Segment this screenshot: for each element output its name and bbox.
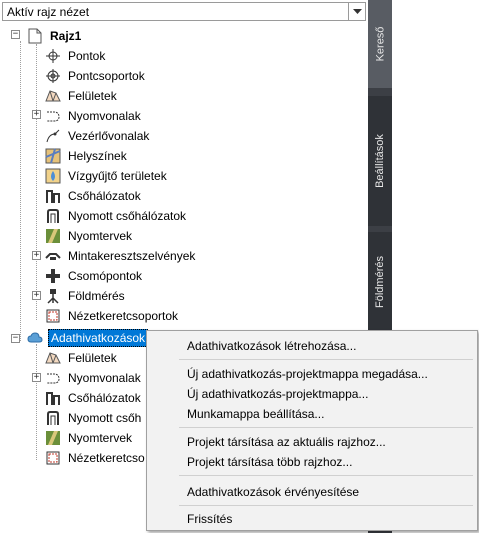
tree-line xyxy=(20,41,21,341)
menu-item-new-project-folder[interactable]: Új adathivatkozás-projektmappa... xyxy=(187,387,369,401)
view-frame-icon xyxy=(44,449,62,467)
expand-toggle[interactable]: + xyxy=(33,372,40,382)
catchment-icon xyxy=(44,167,62,185)
collapse-toggle[interactable]: − xyxy=(12,29,19,39)
tree-item-label: Nézetkeretcsoportok xyxy=(68,309,179,323)
pressure-network-icon xyxy=(44,207,62,225)
tree-item[interactable] xyxy=(44,266,144,286)
expand-toggle[interactable]: + xyxy=(33,250,40,260)
tree-line xyxy=(36,44,37,320)
tree-item[interactable] xyxy=(44,428,134,448)
tree-item[interactable] xyxy=(44,126,151,146)
tree-item[interactable] xyxy=(44,246,197,266)
drawing-icon xyxy=(26,27,44,45)
tree-item[interactable] xyxy=(44,388,143,408)
tree-item-label: Vízgyűjtő területek xyxy=(68,169,167,183)
menu-item-associate-multiple[interactable]: Projekt társítása több rajzhoz... xyxy=(187,455,353,469)
tree-item[interactable] xyxy=(44,46,107,66)
tree-item[interactable] xyxy=(44,348,119,368)
tree-item-label: Nyomtervek xyxy=(68,431,133,445)
tab-label: Kereső xyxy=(374,26,387,62)
menu-item-validate-shortcuts[interactable]: Adathivatkozások érvényesítése xyxy=(187,485,360,499)
tree-item-label: Nyomvonalak xyxy=(68,109,141,123)
tree-item[interactable] xyxy=(44,66,147,86)
menu-item-associate-current[interactable]: Projekt társítása az aktuális rajzhoz... xyxy=(187,435,386,449)
tab-prospector[interactable] xyxy=(368,0,392,88)
tree-item[interactable] xyxy=(44,166,169,186)
tree-item[interactable] xyxy=(44,86,119,106)
collapse-toggle[interactable]: − xyxy=(12,333,19,343)
tree-shortcuts-node[interactable] xyxy=(26,328,148,348)
alignment-icon xyxy=(44,107,62,125)
pipe-network-icon xyxy=(44,187,62,205)
tree-item[interactable] xyxy=(44,368,143,388)
tree-item-label: Pontok xyxy=(68,49,106,63)
cloud-folder-icon xyxy=(26,329,44,347)
tree-item[interactable] xyxy=(44,186,143,206)
tree-item[interactable] xyxy=(44,206,188,226)
expand-toggle[interactable]: + xyxy=(33,290,40,300)
survey-icon xyxy=(44,287,62,305)
tree-item-label: Nézetkeretcso xyxy=(68,451,145,465)
point-group-icon xyxy=(44,67,62,85)
tree-item-label: Mintakeresztszelvények xyxy=(68,249,196,263)
tree-item-label: Vezérlővonalak xyxy=(68,129,150,143)
tree-item[interactable] xyxy=(44,448,147,468)
menu-separator xyxy=(179,359,473,360)
menu-item-set-project-folder[interactable]: Új adathivatkozás-projektmappa megadása... xyxy=(187,367,428,381)
menu-separator xyxy=(179,505,473,506)
tree-shortcuts-label: Adathivatkozások xyxy=(48,329,148,347)
tree-item-label: Csőhálózatok xyxy=(68,189,141,203)
context-menu xyxy=(146,330,478,531)
tree-item-label: Nyomott csőhálózatok xyxy=(68,209,187,223)
surface-icon xyxy=(44,87,62,105)
tree-item-label: Nyomvonalak xyxy=(68,371,141,385)
chevron-down-icon[interactable] xyxy=(348,3,365,20)
menu-item-create-shortcuts[interactable]: Adathivatkozások létrehozása... xyxy=(187,339,357,353)
surface-icon xyxy=(44,349,62,367)
tree-item-label: Felületek xyxy=(68,89,117,103)
menu-item-refresh[interactable]: Frissítés xyxy=(187,512,233,526)
tree-item-label: Nyomott csőh xyxy=(68,411,142,425)
view-select[interactable] xyxy=(2,2,366,21)
intersection-icon xyxy=(44,267,62,285)
tree-item-label: Felületek xyxy=(68,351,117,365)
corridor-icon xyxy=(44,429,62,447)
tree-item-label: Csomópontok xyxy=(68,269,143,283)
view-frame-icon xyxy=(44,307,62,325)
tree-item-label: Földmérés xyxy=(68,289,125,303)
menu-separator xyxy=(179,427,473,428)
tree-item[interactable] xyxy=(44,408,143,428)
assembly-icon xyxy=(44,247,62,265)
tree-item-label: Helyszínek xyxy=(68,149,127,163)
tree-item[interactable] xyxy=(44,226,134,246)
tree-line xyxy=(36,344,37,460)
tree-item[interactable] xyxy=(44,306,180,326)
tab-label: Beállítások xyxy=(374,134,386,188)
tab-survey[interactable] xyxy=(368,232,392,332)
corridor-icon xyxy=(44,227,62,245)
tree-item-label: Csőhálózatok xyxy=(68,391,141,405)
tree-item[interactable] xyxy=(44,106,143,126)
menu-separator xyxy=(179,475,473,476)
tree-item-label: Nyomtervek xyxy=(68,229,133,243)
tab-settings[interactable] xyxy=(368,96,392,226)
point-icon xyxy=(44,47,62,65)
feature-line-icon xyxy=(44,127,62,145)
pressure-network-icon xyxy=(44,409,62,427)
tree-root-label: Rajz1 xyxy=(50,29,82,43)
menu-item-set-working-folder[interactable]: Munkamappa beállítása... xyxy=(187,407,325,421)
tree-item[interactable] xyxy=(44,146,129,166)
tree-item-label: Pontcsoportok xyxy=(68,69,145,83)
site-icon xyxy=(44,147,62,165)
tree-item[interactable] xyxy=(44,286,127,306)
view-select-value: Aktív rajz nézet xyxy=(7,5,90,19)
alignment-icon xyxy=(44,369,62,387)
tree-root-drawing[interactable] xyxy=(26,26,83,46)
expand-toggle[interactable]: + xyxy=(33,109,40,119)
tab-label: Földmérés xyxy=(374,256,386,308)
pipe-network-icon xyxy=(44,389,62,407)
